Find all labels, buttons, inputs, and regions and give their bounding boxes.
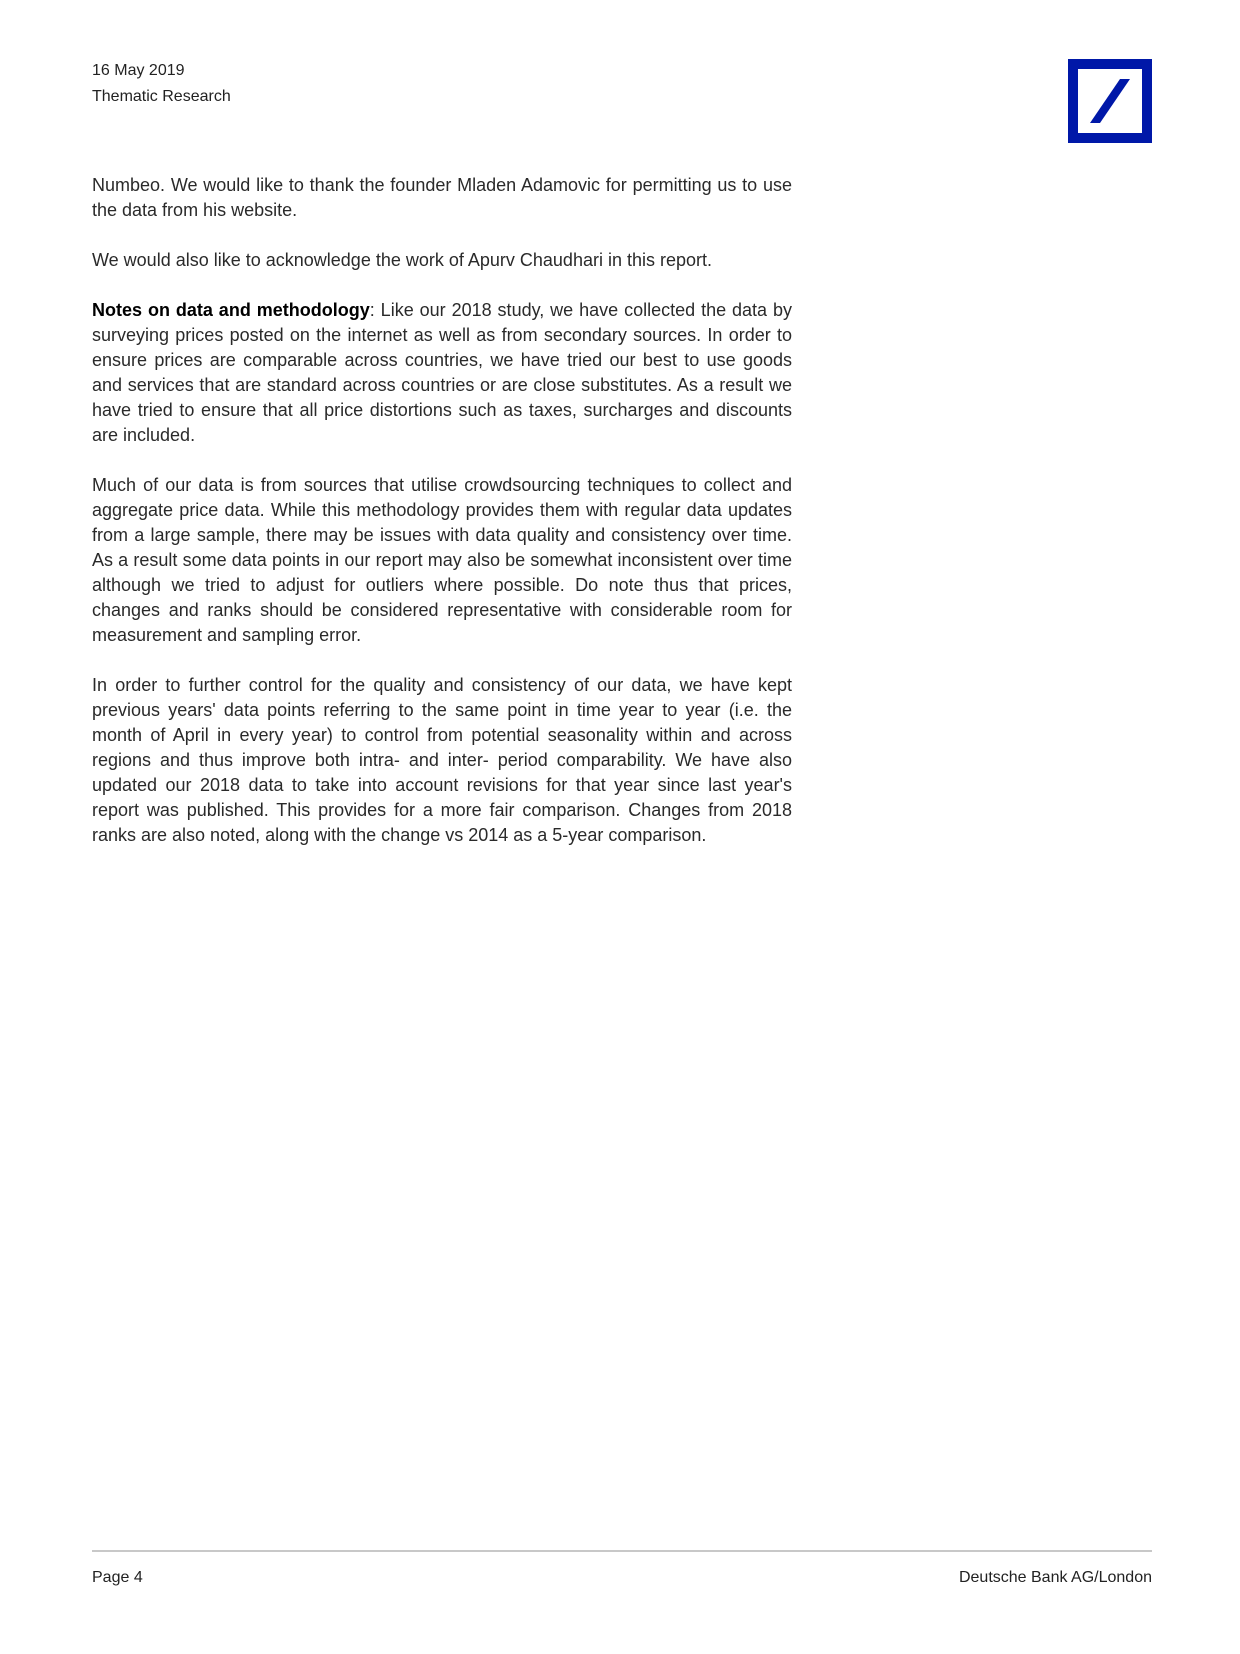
document-body — [92, 173, 792, 873]
crowdsourcing-paragraph: Much of our data is from sources that utilise crowdsourcing techniques to collect and aggregate price data. While this methodology provides them with regular data updates from a large sample, there may be issues with data quality and consistency over time. As a result some data points in our report may also be somewhat inconsistent over time although we tried to adjust for outliers where possible. Do note thus that prices, changes and ranks should be considered representative with considerable room for measurement and sampling error. — [92, 475, 792, 645]
acknowledgement-paragraph-2: We would also like to acknowledge the work of Apurv Chaudhari in this report. — [92, 250, 712, 270]
report-date: 16 May 2019 — [92, 62, 185, 79]
methodology-paragraph — [92, 298, 792, 448]
consistency-paragraph: In order to further control for the quality and consistency of our data, we have kept previous years' data points referring to the same point in time year to year (i.e. the month of April in every year) to control from potential seasonality within and across regions and thus improve both intra- and inter- period comparability. We have also updated our 2018 data to take into account revisions for that year since last year's report was published. This provides for a more fair comparison. Changes from 2018 ranks are also noted, along with the change vs 2014 as a 5-year comparison. — [92, 675, 792, 845]
deutsche-bank-logo-icon — [1068, 59, 1152, 143]
methodology-text: : Like our 2018 study, we have collected the data by surveying prices posted on the internet as well as from secondary sources. In order to ensure prices are comparable across countries, we have tried our best to use goods and services that are standard across countries or are close substitutes. As a result we have tried to ensure that all price distortions such as taxes, surcharges and discounts are included. — [92, 300, 792, 445]
page-header — [92, 58, 231, 110]
methodology-heading: Notes on data and methodology — [92, 300, 370, 320]
page-number: Page 4 — [92, 1569, 143, 1586]
footer-divider — [92, 1550, 1152, 1552]
publisher-name: Deutsche Bank AG/London — [958, 1569, 1152, 1586]
report-section: Thematic Research — [92, 88, 231, 105]
acknowledgement-paragraph: Numbeo. We would like to thank the founder Mladen Adamovic for permitting us to use the data from his website. — [92, 175, 792, 220]
